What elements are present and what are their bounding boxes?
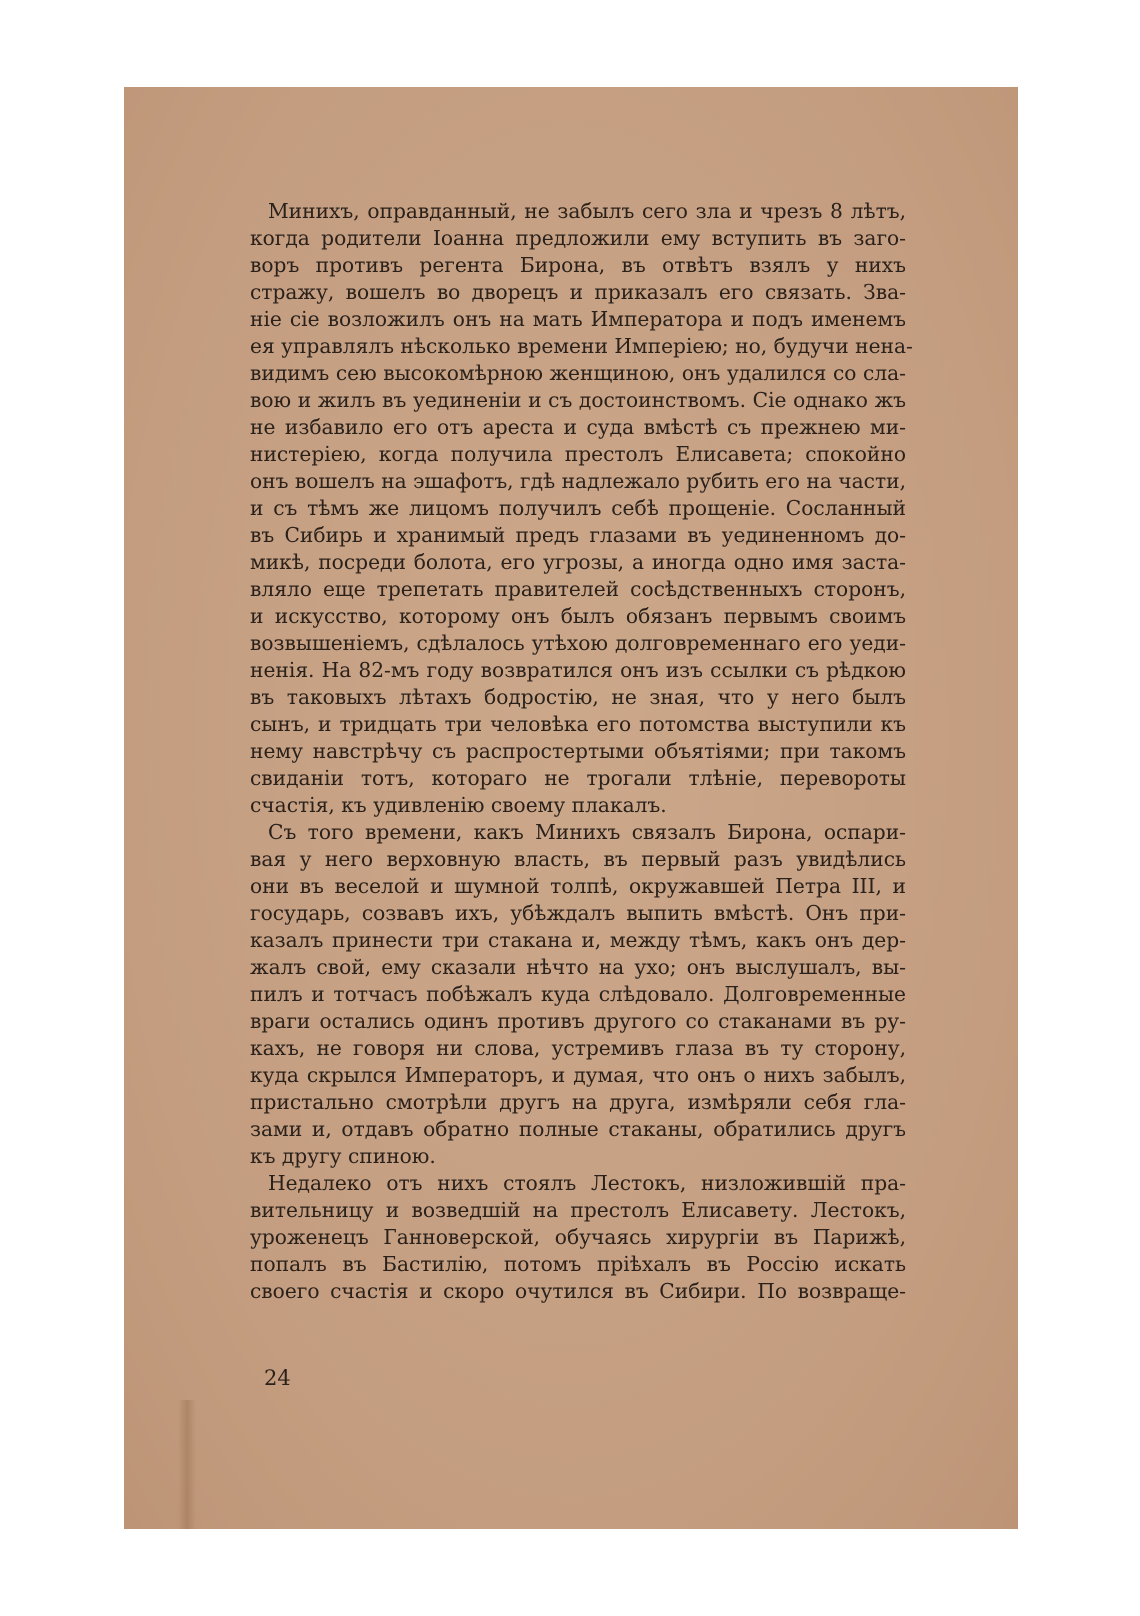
body-text — [250, 198, 913, 1305]
text-line: и искусство, которому онъ былъ обязанъ первымъ своимъ — [250, 604, 906, 628]
text-line: пристально смотрѣли другъ на друга, измѣряли себя гла- — [250, 1090, 906, 1114]
text-line: пилъ и тотчасъ побѣжалъ куда слѣдовало. Долговременные — [250, 982, 906, 1006]
text-line: сынъ, и тридцать три человѣка его потомства выступили къ — [250, 712, 906, 736]
binding-shadow — [178, 1400, 196, 1529]
page-number: 24 — [264, 1366, 291, 1390]
text-line: жалъ свой, ему сказали нѣчто на ухо; онъ выслушалъ, вы- — [250, 955, 906, 979]
text-line: онъ вошелъ на эшафотъ, гдѣ надлежало рубить его на части, — [250, 469, 907, 493]
text-line: свиданіи тотъ, котораго не трогали тлѣніе, перевороты — [250, 766, 906, 790]
text-line: вою и жилъ въ уединеніи и съ достоинствомъ. Сіе однако жъ — [250, 388, 906, 412]
text-line: нистеріею, когда получила престолъ Елисавета; спокойно — [250, 442, 906, 466]
text-line: кахъ, не говоря ни слова, устремивъ глаза въ ту сторону, — [250, 1036, 906, 1060]
text-line: къ другу спиною. — [250, 1144, 436, 1168]
text-line: вая у него верховную власть, въ первый разъ увидѣлись — [250, 847, 906, 871]
text-line: счастія, къ удивленію своему плакалъ. — [250, 793, 667, 817]
text-line: воръ противъ регента Бирона, въ отвѣтъ взялъ у нихъ — [250, 253, 906, 277]
text-line: видимъ сею высокомѣрною женщиною, онъ удалился со сла- — [250, 361, 906, 385]
text-line: не избавило его отъ ареста и суда вмѣстѣ съ прежнею ми- — [250, 415, 906, 439]
text-line: Недалеко отъ нихъ стоялъ Лестокъ, низложившій пра- — [268, 1171, 906, 1195]
text-line: государь, созвавъ ихъ, убѣждалъ выпить вмѣстѣ. Онъ при- — [250, 901, 906, 925]
text-line: ненія. На 82-мъ году возвратился онъ изъ ссылки съ рѣдкою — [250, 658, 906, 682]
text-line: враги остались одинъ противъ другого со стаканами въ ру- — [250, 1009, 906, 1033]
text-line: нему навстрѣчу съ распростертыми объятіями; при такомъ — [250, 739, 906, 763]
text-line: вительницу и возведшій на престолъ Елисавету. Лестокъ, — [250, 1198, 906, 1222]
text-line: Съ того времени, какъ Минихъ связалъ Бирона, оспари- — [268, 820, 906, 844]
text-line: Минихъ, оправданный, не забылъ сего зла и чрезъ 8 лѣтъ, — [268, 199, 906, 223]
text-line: когда родители Іоанна предложили ему вступить въ заго- — [250, 226, 906, 250]
text-line: попалъ въ Бастилію, потомъ пріѣхалъ въ Россію искать — [250, 1252, 906, 1276]
text-line: въ Сибирь и хранимый предъ глазами въ уединенномъ до- — [250, 523, 906, 547]
text-line: микѣ, посреди болота, его угрозы, а иногда одно имя заста- — [250, 550, 906, 574]
text-line: стражу, вошелъ во дворецъ и приказалъ его связать. Зва- — [250, 280, 906, 304]
text-line: уроженецъ Ганноверской, обучаясь хирургіи въ Парижѣ, — [250, 1225, 906, 1249]
text-line: и съ тѣмъ же лицомъ получилъ себѣ прощеніе. Сосланный — [250, 496, 906, 520]
text-line: они въ веселой и шумной толпѣ, окружавшей Петра III, и — [250, 874, 906, 898]
text-line: зами и, отдавъ обратно полные стаканы, обратились другъ — [250, 1117, 906, 1141]
text-line: своего счастія и скоро очутился въ Сибири. По возвраще- — [250, 1279, 906, 1303]
text-line: ніе сіе возложилъ онъ на мать Императора и подъ именемъ — [250, 307, 906, 331]
text-line: казалъ принести три стакана и, между тѣмъ, какъ онъ дер- — [250, 928, 906, 952]
text-line: въ таковыхъ лѣтахъ бодростію, не зная, что у него былъ — [250, 685, 906, 709]
text-line: вляло еще трепетать правителей сосѣдственныхъ сторонъ, — [250, 577, 906, 601]
text-line: ея управлялъ нѣсколько времени Имперіею; но, будучи нена- — [250, 334, 913, 358]
text-line: куда скрылся Императоръ, и думая, что онъ о нихъ забылъ, — [250, 1063, 906, 1087]
text-line: возвышеніемъ, сдѣлалось утѣхою долговременнаго его уеди- — [250, 631, 906, 655]
